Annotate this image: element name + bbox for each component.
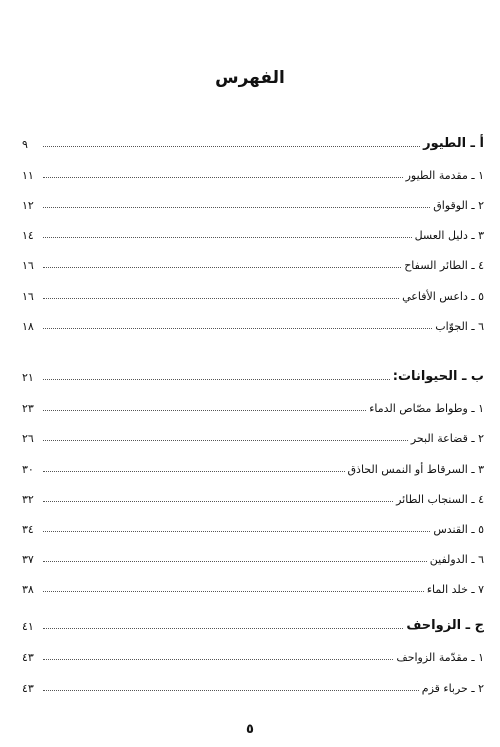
toc-section-heading bbox=[22, 366, 484, 384]
dot-leader bbox=[43, 177, 403, 178]
toc-entry-label: ١ ـ مقدمة الطيور bbox=[405, 169, 484, 182]
toc-entry bbox=[22, 548, 484, 566]
toc-page-number: ٤١ bbox=[22, 620, 34, 633]
dot-leader bbox=[43, 471, 345, 472]
dot-leader bbox=[43, 659, 393, 660]
toc-entry bbox=[22, 677, 484, 695]
toc-section-heading bbox=[22, 615, 484, 633]
toc-page-number: ١١ bbox=[22, 169, 34, 182]
toc-heading-label: أ ـ الطيور bbox=[423, 136, 484, 151]
toc-page-number: ٢٦ bbox=[22, 432, 34, 445]
dot-leader bbox=[43, 531, 430, 532]
toc-page-number: ٣٧ bbox=[22, 553, 34, 566]
toc-heading-label: ج ـ الزواحف bbox=[406, 618, 484, 633]
toc-entry-label: ٦ ـ الجوّاب bbox=[435, 320, 484, 333]
dot-leader bbox=[43, 146, 420, 147]
toc-entry bbox=[22, 578, 484, 596]
toc-page-number: ١٦ bbox=[22, 259, 34, 272]
toc-section-heading bbox=[22, 133, 484, 151]
toc-entry bbox=[22, 458, 484, 476]
toc-entry-label: ١ ـ مقدّمة الزواحف bbox=[396, 651, 484, 664]
page-number: ٥ bbox=[246, 722, 254, 737]
toc-entry bbox=[22, 254, 484, 272]
dot-leader bbox=[43, 207, 430, 208]
toc-entry-label: ٢ ـ قضاعة البحر bbox=[410, 432, 484, 445]
toc-page-number: ١٢ bbox=[22, 199, 34, 212]
toc-page-number: ٣٠ bbox=[22, 463, 34, 476]
toc-entry-label: ٢ ـ حرباء قزم bbox=[421, 682, 484, 695]
toc-page-number: ٤٣ bbox=[22, 682, 34, 695]
dot-leader bbox=[43, 690, 419, 691]
dot-leader bbox=[43, 267, 401, 268]
toc-entry-label: ٥ ـ داعس الأفاعي bbox=[402, 290, 484, 303]
toc-entry-label: ٧ ـ خلد الماء bbox=[426, 583, 484, 596]
toc-page-number: ٣٨ bbox=[22, 583, 34, 596]
toc-page-number: ١٨ bbox=[22, 320, 34, 333]
toc-entry bbox=[22, 315, 484, 333]
dot-leader bbox=[43, 237, 412, 238]
toc-page-number: ١٤ bbox=[22, 229, 34, 242]
toc-entry-label: ٤ ـ الطائر السفاح bbox=[404, 259, 484, 272]
dot-leader bbox=[43, 328, 432, 329]
toc-entry-label: ٦ ـ الدولفين bbox=[429, 553, 484, 566]
toc-heading-label: ب ـ الحيوانات: bbox=[392, 369, 484, 384]
dot-leader bbox=[43, 501, 393, 502]
toc-page-number: ٩ bbox=[22, 138, 28, 151]
dot-leader bbox=[43, 379, 390, 380]
toc-entry bbox=[22, 397, 484, 415]
toc-entry-label: ٣ ـ دليل العسل bbox=[414, 229, 484, 242]
toc-entry-label: ٣ ـ السرقاط أو النمس الحاذق bbox=[347, 463, 484, 476]
dot-leader bbox=[43, 628, 403, 629]
toc-entry-label: ٢ ـ الوقواق bbox=[433, 199, 484, 212]
dot-leader bbox=[43, 298, 399, 299]
toc-entry bbox=[22, 646, 484, 664]
toc-page-number: ١٦ bbox=[22, 290, 34, 303]
dot-leader bbox=[43, 440, 408, 441]
toc-page-number: ٢١ bbox=[22, 371, 34, 384]
toc-page-number: ٣٢ bbox=[22, 493, 34, 506]
toc-entry bbox=[22, 488, 484, 506]
dot-leader bbox=[43, 410, 366, 411]
toc-entry bbox=[22, 224, 484, 242]
toc-entry-label: ٥ ـ القندس bbox=[433, 523, 484, 536]
toc-entry bbox=[22, 518, 484, 536]
toc-entry bbox=[22, 164, 484, 182]
toc-page-number: ٣٤ bbox=[22, 523, 34, 536]
toc-page-number: ٢٣ bbox=[22, 402, 34, 415]
toc-page-number: ٤٣ bbox=[22, 651, 34, 664]
toc-entry bbox=[22, 427, 484, 445]
page-title: الفهرس bbox=[215, 68, 285, 88]
dot-leader bbox=[43, 561, 427, 562]
toc-entry bbox=[22, 194, 484, 212]
toc-entry bbox=[22, 285, 484, 303]
toc-entry-label: ١ ـ وطواط مصّاص الدماء bbox=[369, 402, 484, 415]
dot-leader bbox=[43, 591, 424, 592]
toc-entry-label: ٤ ـ السنجاب الطائر bbox=[396, 493, 484, 506]
